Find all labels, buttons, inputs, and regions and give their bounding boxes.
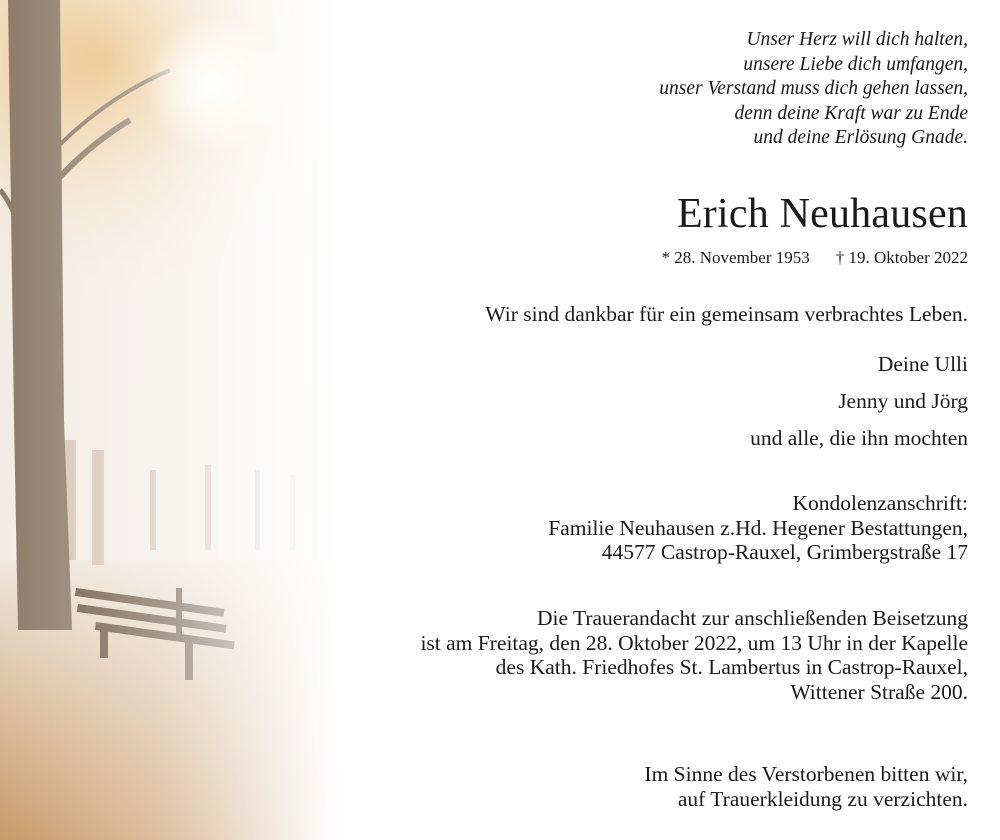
closing-request — [644, 762, 968, 811]
signatories — [750, 346, 968, 457]
service-line: Wittener Straße 200. — [790, 679, 968, 704]
poem-line: und deine Erlösung Gnade. — [753, 127, 968, 149]
service-info — [420, 606, 968, 704]
service-line: Die Trauerandacht zur anschließenden Beisetzung — [536, 606, 968, 630]
thanks-line: Wir sind dankbar für ein gemeinsam verbrachtes Leben. — [485, 302, 968, 326]
service-line: des Kath. Friedhofes St. Lambertus in Castrop-Rauxel, — [495, 655, 968, 680]
closing-line: auf Trauerkleidung zu verzichten. — [677, 786, 968, 811]
condolence-address — [548, 491, 968, 565]
signatory: Jenny und Jörg — [838, 389, 968, 413]
signatory: Deine Ulli — [877, 352, 968, 376]
poem-line: unser Verstand muss dich gehen lassen, — [659, 78, 968, 100]
life-dates — [662, 247, 968, 269]
death-date: † 19. Oktober 2022 — [835, 248, 968, 267]
poem — [659, 28, 968, 151]
signatory: und alle, die ihn mochten — [750, 426, 968, 450]
birth-date: * 28. November 1953 — [661, 248, 810, 267]
deceased-name: Erich Neuhausen — [676, 191, 968, 237]
condolence-line: 44577 Castrop-Rauxel, Grimbergstraße 17 — [601, 540, 968, 565]
closing-line: Im Sinne des Verstorbenen bitten wir, — [644, 762, 968, 786]
poem-line: denn deine Kraft war zu Ende — [734, 102, 968, 124]
poem-line: Unser Herz will dich halten, — [746, 29, 968, 50]
poem-line: unsere Liebe dich umfangen, — [743, 53, 968, 75]
condolence-line: Kondolenzanschrift: — [792, 491, 968, 515]
service-line: ist am Freitag, den 28. Oktober 2022, um 13 Uhr in der Kapelle — [420, 630, 968, 655]
condolence-line: Familie Neuhausen z.Hd. Hegener Bestattungen, — [548, 515, 968, 540]
